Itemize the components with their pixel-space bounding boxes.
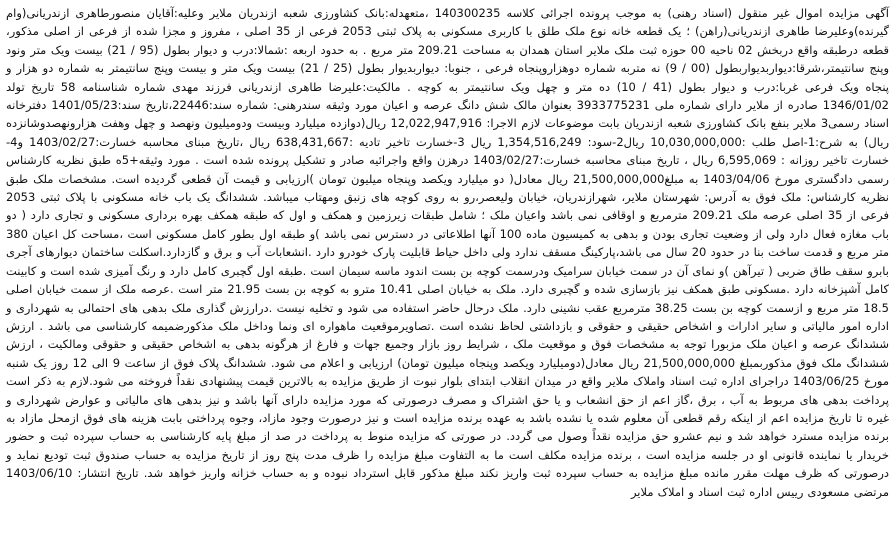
notice-text: آگهی مزایده اموال غیر منقول (اسناد رهنی) به موجب پرونده اجرائی کلاسه 140300235 ،متعهدله:بانک کشاورزی شعبه ازندریان ملایر وعلیه:آقایان منصورطاهری ازندریانی(وام گیرنده)وعلیرضا طاهری ازندریانی(راهن) ؛ یک قطعه خانه نوع ملک طلق با کاربری مسکونی به پلاک ثبتی 2053 فرعی از 35 اصلی ، مفروز و مجزا شده از فرعی از اصلی مذکور، قطعه درطبقه واقع دربخش 02 ناحیه 00 حوزه ثبت ملک ملایر استان همدان به مساحت 209.21 متر مربع . به حدود اربعه :شمالا:درب و دیوار بطول (95 / 21) بیست ویک متر ونود وپنج سانتیمتر،شرقا:دیواربدیواربطول (00 / 9) نه متربه شماره دوهزاروپنجاه فرعی ، جنوبا: دیواربدیوار بطول (25 / 21) بیست ویک متر و بیست وپنج سانتیمتر به شماره دو هزار و پنجاه ویک فرعی غربا:درب و دیوار بطول (41 / 10) ده متر و چهل ویک سانتیمتر به کوچه . مالکیت:علیرضا طاهری ازندریانی فرزند مهدی شماره شناسنامه 58 تاریخ تولد 1346/01/02 صادره از ملایر دارای شماره ملی 3933775231 بعنوان مالک شش دانگ عرصه و اعیان مورد وثیقه سندرهنی: شماره سند:22446،تاریخ سند:1401/05/23 دفترخانه اسناد رسمی3 ملایر بنفع بانک کشاورزی شعبه ازندریان بابت موضوعات لازم الاجرا: 12,022,947,916 ریال(دوازده میلیارد وبیست ودومیلیون ونهصد و چهل وهفت هزارونهصدوشانزده ریال) به شرح:1-اصل طلب :10,030,000,000 ریال2-سود: 1,354,516,249 ریال 3-خسارت تاخیر تادیه :638,431,667 ریال ،تاریخ مبنای محاسبه خسارت:1403/02/27 و4-خسارت تاخیر روزانه : 6,595,069 ریال ، تاریخ مبنای محاسبه خسارت:1403/02/27 درهزن واقع واجرائیه صادر و تشکیل پرونده شده است . مورد وثیقه+5ه طبق نظریه کارشناس رسمی دادگستری مورخ 1403/04/06 به مبلغ21,500,000,000 ریال معادل( دو میلیارد ویکصد وپنجاه میلیون تومان )ارزیابی و قیمت آن قطعی گردیده است. مشخصات ملک طبق نظریه کارشناس: ملک فوق به آدرس: شهرستان ملایر، شهرازندریان، خیابان ولیعصر،رو به روی کوچه های زنبق ومهتاب میباشد. ششدانگ یک باب خانه مسکونی با پلاک ثبتی 2053 فرعی از 35 اصلی عرصه ملک 209.21 مترمربع و اوقافی نمی باشد واعیان ملک ؛ شامل طبقات زیرزمین و همکف و اول که طبقه همکف بهره برداری مسکونی و تجاری دارد ( دو باب مغازه فعال دارد ولی از وضعیت تجاری بودن و بدهی به کمیسیون ماده 100 آنها اطلاعاتی در دسترس نمی باشد )و طبقه اول بطور کامل مسکونی است ،مساحت کل اعیان 380 متر مربع و قدمت ساخت بنا در حدود 20 سال می باشد،پارکینگ مسقف ندارد ولی داخل حیاط قابلیت پارک خودرو دارد .انشعابات آب و برق و گازدارد.اسکلت ساختمان دیوارهای آجری بابرو سقف طاق ضربی ( تیرآهن )و نمای آن در سمت خیابان سرامیک ودرسمت کوچه بن بست اندود ماسه سیمان است .طبقه اول گچبری کامل دارد و رنگ آمیزی شده است و کابینت کامل آشپزخانه دارد .مسکونی طبق همکف نیز بازسازی شده و گچبری دارد. ملک به خیابان اصلی 10.41 مترو به کوچه بن بست 21.95 متر است .عرصه ملک از سمت خیابان اصلی 18.5 متر مربع و ازسمت کوچه بن بست 38.25 مترمربع عقب نشینی دارد. ملک درحال حاضر استفاده می شود و تخلیه نیست .درارزش گذاری ملک بدهی های احتمالی به شهرداری و اداره امور مالیاتی و سایر ادارات و اشخاص حقیقی و حقوقی و بازداشتی لحاظ نشده است .تصاویرموقعیت ماهواره ای ونما وداخل ملک مذکورضمیمه کارشناسی می باشد . ارزش ششدانگ عرصه و اعیان ملک مزبورا توجه به مشخصات فوق و موقعیت ملک ، شرایط روز بازار وجمیع جهات و فارغ از هرگونه بدهی به اشخاص حقیقی و حقوقی ومالکیت ، ارزش ششدانگ ملک فوق مذکوربمبلغ 21,500,000,000 ریال معادل(دومیلیارد ویکصد وپنجاه میلیون تومان) ارزیابی و اعلام می شود. ششدانگ پلاک فوق از ساعت 9 الی 12 روز یک شنبه مورخ 1403/06/25 دراجرای اداره ثبت اسناد واملاک ملایر واقع در میدان انقلاب ابتدای بلوار نبوت از طریق مزایده به بالاترین قیمت پیشنهادی نقداً فروخته می شود.لازم به ذکر است پرداخت بدهی های مربوط به آب ، برق ،گاز اعم از حق انشعاب و یا حق اشتراک و مصرف درصورتی که مورد مزایده دارای آنها باشد و نیز بدهی های مالیاتی و عوارض شهرداری و غیره تا تاریخ مزایده اعم از اینکه رقم قطعی آن معلوم شده یا نشده باشد به عهده برنده مزایده است و نیز درصورت وجود مازاد، وجوه پرداختی بابت هزینه های فوق ازمحل مازاد به برنده مزایده مسترد خواهد شد و نیم عشرو حق مزایده نقداً وصول می گردد. در صورتی که مزایده منوط به پرداخت در صد از مبلغ پایه کارشناسی به حساب سپرده ثبت و حضور خریدار یا نماینده قانونی او در جلسه مزایده است ، برنده مزایده مکلف است ما به التفاوت مبلغ مزایده را ظرف مدت پنج روز از تاریخ مزایده به حساب صندوق ثبت تودیع نماید و درصورتی که ظرف مهلت مقرر مانده مبلغ مزایده به حساب سپرده ثبت واریز نکند مبلغ مذکور قابل استرداد نبوده و به حساب خزانه واریز خواهد شد. تاریخ انتشار: 1403/06/10 مرتضی مسعودی رییس اداره ثبت اسناد و املاک ملایر [6, 6, 890, 499]
